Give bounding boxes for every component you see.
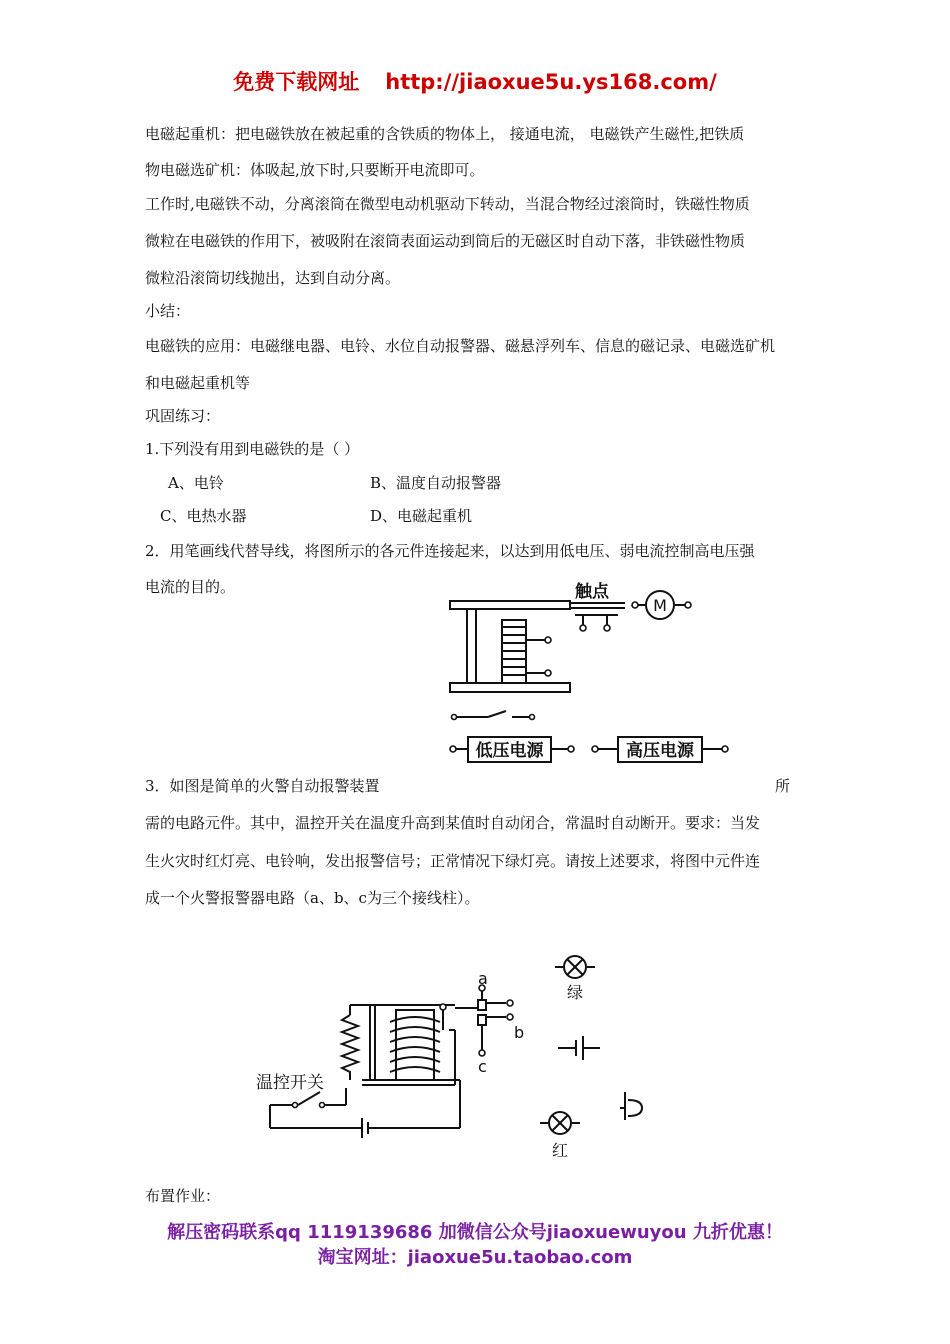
question-3-cont: 需的电路元件。其中，温控开关在温度升高到某值时自动闭合，常温时自动断开。要求：当发 [145, 814, 761, 832]
text-line: 微粒沿滚筒切线抛出，达到自动分离。 [145, 269, 401, 287]
text-line: 物电磁选矿机：体吸起,放下时,只要断开电流即可。 [145, 161, 485, 179]
text-line: 微粒在电磁铁的作用下，被吸附在滚筒表面运动到筒后的无磁区时自动下落，非铁磁性物质 [145, 232, 746, 250]
option-d: D、电磁起重机 [370, 507, 473, 525]
section-exercise: 巩固练习： [145, 407, 221, 425]
terminal-b-label: b [514, 1023, 525, 1042]
low-voltage-source-label: 低压电源 [475, 741, 544, 761]
option-a: A、电铃 [168, 474, 224, 492]
text-line: 和电磁起重机等 [145, 374, 251, 392]
high-voltage-source-label: 高压电源 [626, 741, 694, 761]
footer-contact: 解压密码联系qq 1119139686 加微信公众号jiaoxuewuyou 九折优惠！ [167, 1222, 783, 1243]
homework-heading: 布置作业： [145, 1187, 221, 1205]
header-title: 免费下载网址 [233, 70, 360, 94]
terminal-c-label: c [478, 1057, 487, 1076]
text-line: 电磁起重机：把电磁铁放在被起重的含铁质的物体上， 接通电流， 电磁铁产生磁性,把铁质 [145, 125, 745, 143]
header-url[interactable]: http://jiaoxue5u.ys168.com/ [385, 70, 717, 94]
page-header [0, 66, 950, 96]
question-3-cont: 生火灾时红灯亮、电铃响，发出报警信号；正常情况下绿灯亮。请按上述要求，将图中元件连 [145, 852, 761, 870]
question-3: 3．如图是简单的火警自动报警装置 [145, 777, 380, 795]
relay-figure [440, 575, 740, 770]
section-summary: 小结： [145, 302, 191, 320]
option-b: B、温度自动报警器 [370, 474, 502, 492]
contact-label: 触点 [575, 582, 609, 602]
fire-alarm-figure [250, 950, 680, 1170]
thermo-switch-label: 温控开关 [256, 1073, 324, 1093]
text-line: 电磁铁的应用：电磁继电器、电铃、水位自动报警器、磁悬浮列车、信息的磁记录、电磁选矿机 [145, 337, 776, 355]
text-line: 工作时,电磁铁不动，分离滚筒在微型电动机驱动下转动，当混合物经过滚筒时，铁磁性物质 [145, 195, 750, 213]
green-lamp-label: 绿 [566, 983, 584, 1002]
motor-label: M [653, 596, 667, 615]
footer-shop-url[interactable]: 淘宝网址：jiaoxue5u.taobao.com [317, 1247, 633, 1268]
option-c: C、电热水器 [160, 507, 247, 525]
question-3-cont: 成一个火警报警器电路（a、b、c为三个接线柱）。 [145, 889, 480, 907]
red-lamp-label: 红 [551, 1141, 569, 1160]
question-2-cont: 电流的目的。 [145, 578, 236, 596]
question-2: 2．用笔画线代替导线，将图所示的各元件连接起来，以达到用低电压、弱电流控制高电压强 [145, 542, 755, 560]
question-1: 1.下列没有用到电磁铁的是（ ） [145, 440, 360, 458]
question-3-end: 所 [775, 777, 791, 795]
terminal-a-label: a [478, 969, 488, 988]
